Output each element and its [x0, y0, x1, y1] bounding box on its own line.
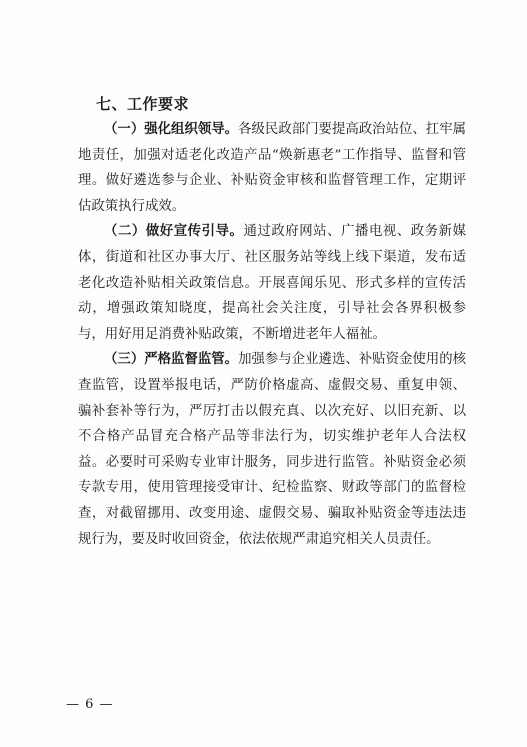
paragraph-text: 各级民政部门要提高政治站位、扛牢属地责任，加强对适老化改造产品“焕新惠老”工作指导、监督和管理。做好遴选参与企业、补贴资金审核和监督管理工作，定期评估政策执行成效。 — [78, 122, 467, 214]
paragraph-lead: （二）做好宣传引导。 — [104, 224, 244, 240]
paragraph-lead: （一）强化组织领导。 — [104, 122, 239, 137]
paragraph-lead: （三）严格监督监管。 — [104, 352, 239, 368]
body-text — [78, 117, 466, 552]
paragraph-text: 加强参与企业遴选、补贴资金使用的核查监管，设置举报电话，严防价格虚高、虚假交易、重复申领、骗补套补等行为，严厉打击以假充真、以次充好、以旧充新、以不合格产品冒充合格产品等非法行为，切实维护老年人合法权益。必要时可采购专业审计服务，同步进行监管。补贴资金必须专款专用，使用管理接受审计、纪检监察、财政等部门的监督检查，对截留挪用、改变用途、虚假交易、骗取补贴资金等违法违规行为，要及时收回资金，依法依规严肃追究相关人员责任。 — [78, 352, 467, 547]
paragraph-organization-leadership — [78, 117, 466, 219]
paragraph-publicity-guidance — [78, 219, 466, 347]
paragraph-supervision — [78, 347, 466, 552]
page-number: — 6 — — [66, 697, 114, 712]
section-heading: 七、工作要求 — [96, 95, 190, 113]
paragraph-text: 通过政府网站、广播电视、政务新媒体，街道和社区办事大厅、社区服务站等线上线下渠道，发布适老化改造补贴相关政策信息。开展喜闻乐见、形式多样的宣传活动，增强政策知晓度，提高社会关注度，引导社会各界积极参与，用好用足消费补贴政策，不断增进老年人福祉。 — [78, 224, 467, 342]
